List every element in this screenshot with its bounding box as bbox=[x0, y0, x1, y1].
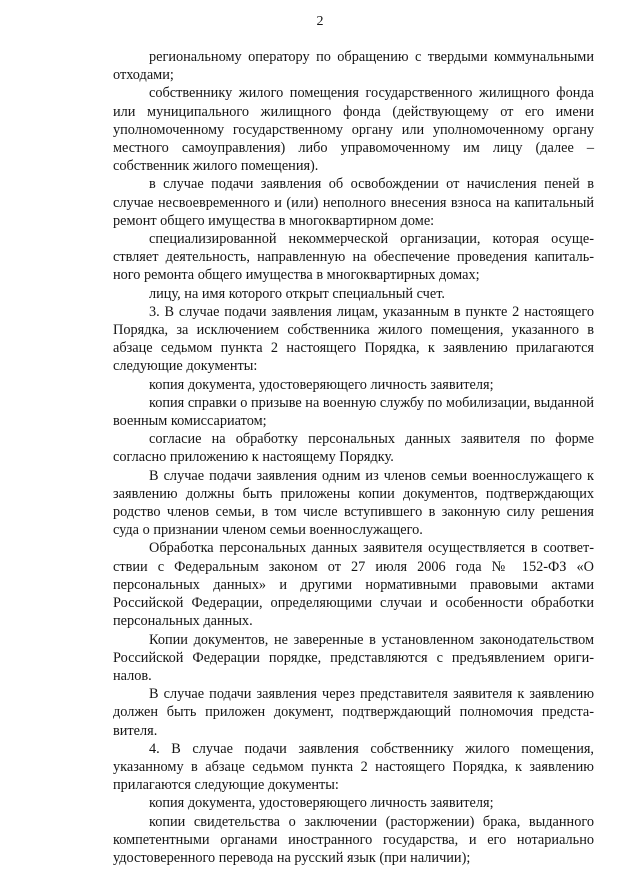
paragraph-personal-data-consent: согласие на обработку персональных данных заявителя по форме согласно приложению к настоящему Порядку. bbox=[113, 431, 594, 466]
paragraph-penalty-exemption: в случае подачи заявления об освобождении от начисления пеней в случае несвоевременного и (или) неполного внесения взноса на капитальный ремонт общего имущества в многоквартирном доме: bbox=[113, 176, 594, 229]
paragraph-special-account: лицу, на имя которого открыт специальный счет. bbox=[149, 285, 445, 302]
paragraph-marriage-certificate: копии свидетельства о заключении (расторжении) брака, выданного компетентными органами иностранного государства, и его нотариально удостоверенного перевода на русский язык (при наличии); bbox=[113, 813, 594, 866]
paragraph-identity-copy-owner: копия документа, удостоверяющего личность заявителя; bbox=[149, 795, 494, 812]
paragraph-document-copies: Копии документов, не заверенные в установленном законодательством Российской Федерации порядке, представляются с предъявлением оригиналов. bbox=[113, 631, 594, 684]
document-body bbox=[113, 48, 594, 867]
paragraph-mobilization-certificate: копия справки о призыве на военную службу по мобилизации, выданной военным комиссариатом; bbox=[113, 394, 594, 430]
paragraph-housing-owner: собственнику жилого помещения государственного жилищного фонда или муниципального жилищного фонда (действующему от его имени уполномоченному государственному органу или уполномоченному органу местного самоуправления) либо управомоченному им лицу (далее – собственник жилого помещения). bbox=[113, 85, 594, 175]
paragraph-nonprofit-organization: специализированной некоммерческой организации, которая осуществляет деятельность, направленную на обеспечение проведения капитального ремонта общего имущества в многоквартирных домах; bbox=[113, 231, 594, 284]
paragraph-representative: В случае подачи заявления через представителя заявителя к заявлению должен быть приложен документ, подтверждающий полномочия представителя. bbox=[113, 686, 594, 739]
paragraph-section-4: 4. В случае подачи заявления собственнику жилого помещения, указанному в абзаце седьмом пункта 2 настоящего Порядка, к заявлению прилагаются следующие документы: bbox=[113, 740, 594, 794]
page-number: 2 bbox=[316, 14, 324, 29]
paragraph-family-member: В случае подачи заявления одним из членов семьи военнослужащего к заявлению должны быть приложены копии документов, подтверждающих родство членов семьи, в том числе вступившего в законную силу решения суда о признании членом семьи военнослужащего. bbox=[113, 467, 594, 539]
paragraph-identity-copy: копия документа, удостоверяющего личность заявителя; bbox=[149, 376, 494, 393]
paragraph-data-processing: Обработка персональных данных заявителя осуществляется в соответствии с Федеральным законом от 27 июля 2006 года № 152-ФЗ «О персональных данных» и другими нормативными правовыми актами Российской Федерации, определяющими случаи и особенности обработки персональных данных. bbox=[113, 540, 594, 630]
paragraph-regional-operator: региональному оператору по обращению с твердыми коммунальными отходами; bbox=[113, 49, 594, 84]
paragraph-section-3: 3. В случае подачи заявления лицам, указанным в пункте 2 настоящего Порядка, за исключением собственника жилого помещения, указанного в абзаце седьмом пункта 2 настоящего Порядка, к заявлению прилагаются следующие документы: bbox=[113, 303, 594, 375]
